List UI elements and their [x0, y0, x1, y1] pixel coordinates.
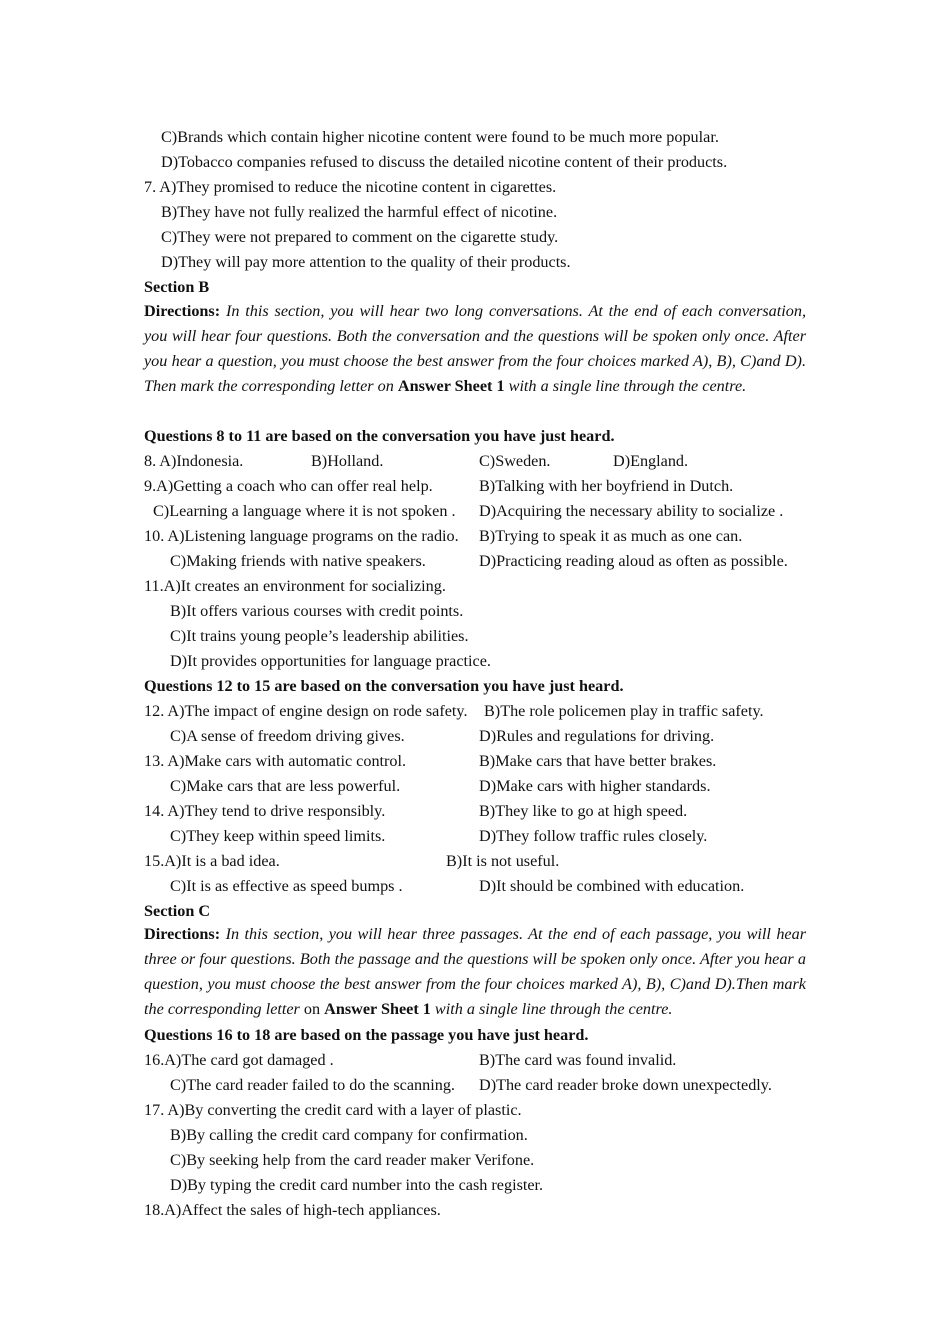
q6-option-d: D)Tobacco companies refused to discuss the detailed nicotine content of their products.: [161, 153, 728, 171]
q11-option-b: B)It offers various courses with credit points.: [170, 602, 464, 620]
q18-option-a: 18.A)Affect the sales of high-tech appliances.: [144, 1201, 441, 1219]
q9-option-a: 9.A)Getting a coach who can offer real help.: [144, 477, 433, 495]
q16-option-a: 16.A)The card got damaged .: [144, 1051, 334, 1069]
q7-option-c: C)They were not prepared to comment on the cigarette study.: [161, 228, 559, 246]
questions-12-15-heading: Questions 12 to 15 are based on the conversation you have just heard.: [144, 677, 624, 695]
q15-option-a: 15.A)It is a bad idea.: [144, 852, 280, 870]
q13-option-d: D)Make cars with higher standards.: [479, 777, 711, 795]
q16-option-c: C)The card reader failed to do the scanning.: [170, 1076, 455, 1094]
q8-option-c: C)Sweden.: [479, 452, 551, 470]
q12-option-c: C)A sense of freedom driving gives.: [170, 727, 405, 745]
q7-option-b: B)They have not fully realized the harmful effect of nicotine.: [161, 203, 558, 221]
q13-option-b: B)Make cars that have better brakes.: [479, 752, 717, 770]
q8-option-b: B)Holland.: [311, 452, 384, 470]
q7-option-d: D)They will pay more attention to the quality of their products.: [161, 253, 571, 271]
answer-sheet-label: Answer Sheet 1: [397, 377, 505, 395]
directions-text: In this section, you will hear two long conversations. At the end of each conversation, you will hear four questions. Both the conversation and the questions will be spoken only once. After you hear a question, you must choose the best answer from the four choices marked A), B), C)and D). Then mark the corresponding letter on: [144, 302, 806, 395]
q10-option-d: D)Practicing reading aloud as often as possible.: [479, 552, 788, 570]
q10-option-a: 10. A)Listening language programs on the radio.: [144, 527, 459, 545]
q13-option-c: C)Make cars that are less powerful.: [170, 777, 401, 795]
directions-text: In this section, you will hear three passages. At the end of each passage, you will hear three or four questions. Both the passage and the questions will be spoken only once. After you hear a question, you must choose the best answer from the four choices marked A), B), C)and D).Then mark the corresponding letter: [144, 925, 806, 1018]
q15-option-b: B)It is not useful.: [446, 852, 560, 870]
q12-option-d: D)Rules and regulations for driving.: [479, 727, 715, 745]
q14-option-b: B)They like to go at high speed.: [479, 802, 688, 820]
section-c-title: Section C: [144, 902, 211, 920]
directions-text-end: with a single line through the centre.: [430, 1000, 673, 1018]
q13-option-a: 13. A)Make cars with automatic control.: [144, 752, 407, 770]
q10-option-c: C)Making friends with native speakers.: [170, 552, 426, 570]
questions-8-11-heading: Questions 8 to 11 are based on the conversation you have just heard.: [144, 427, 615, 445]
q17-option-b: B)By calling the credit card company for confirmation.: [170, 1126, 528, 1144]
q15-option-d: D)It should be combined with education.: [479, 877, 745, 895]
q15-option-c: C)It is as effective as speed bumps .: [170, 877, 403, 895]
directions-label: Directions:: [144, 302, 221, 320]
q14-option-c: C)They keep within speed limits.: [170, 827, 386, 845]
q7-option-a: 7. A)They promised to reduce the nicotine content in cigarettes.: [144, 178, 557, 196]
q14-option-d: D)They follow traffic rules closely.: [479, 827, 708, 845]
q6-option-c: C)Brands which contain higher nicotine content were found to be much more popular.: [161, 128, 719, 146]
q12-option-b: B)The role policemen play in traffic safety.: [484, 702, 764, 720]
q14-option-a: 14. A)They tend to drive responsibly.: [144, 802, 386, 820]
section-b-title: Section B: [144, 278, 210, 296]
directions-on-word: on: [299, 1000, 325, 1018]
q11-option-a: 11.A)It creates an environment for socializing.: [144, 577, 446, 595]
section-c-directions: [144, 922, 806, 1022]
directions-label: Directions:: [144, 925, 221, 943]
q17-option-a: 17. A)By converting the credit card with a layer of plastic.: [144, 1101, 522, 1119]
q9-option-b: B)Talking with her boyfriend in Dutch.: [479, 477, 734, 495]
q10-option-b: B)Trying to speak it as much as one can.: [479, 527, 743, 545]
section-b-directions: [144, 299, 806, 399]
q16-option-b: B)The card was found invalid.: [479, 1051, 677, 1069]
directions-text-end: with a single line through the centre.: [504, 377, 747, 395]
q17-option-c: C)By seeking help from the card reader maker Verifone.: [170, 1151, 535, 1169]
q9-option-c: C)Learning a language where it is not spoken .: [153, 502, 456, 520]
q16-option-d: D)The card reader broke down unexpectedly.: [479, 1076, 772, 1094]
q12-option-a: 12. A)The impact of engine design on rode safety.: [144, 702, 468, 720]
q8-option-d: D)England.: [613, 452, 689, 470]
q17-option-d: D)By typing the credit card number into the cash register.: [170, 1176, 544, 1194]
q11-option-c: C)It trains young people’s leadership abilities.: [170, 627, 469, 645]
q11-option-d: D)It provides opportunities for language practice.: [170, 652, 491, 670]
questions-16-18-heading: Questions 16 to 18 are based on the passage you have just heard.: [144, 1026, 589, 1044]
answer-sheet-label: Answer Sheet 1: [324, 1000, 431, 1018]
q8-option-a: 8. A)Indonesia.: [144, 452, 244, 470]
q9-option-d: D)Acquiring the necessary ability to socialize .: [479, 502, 784, 520]
